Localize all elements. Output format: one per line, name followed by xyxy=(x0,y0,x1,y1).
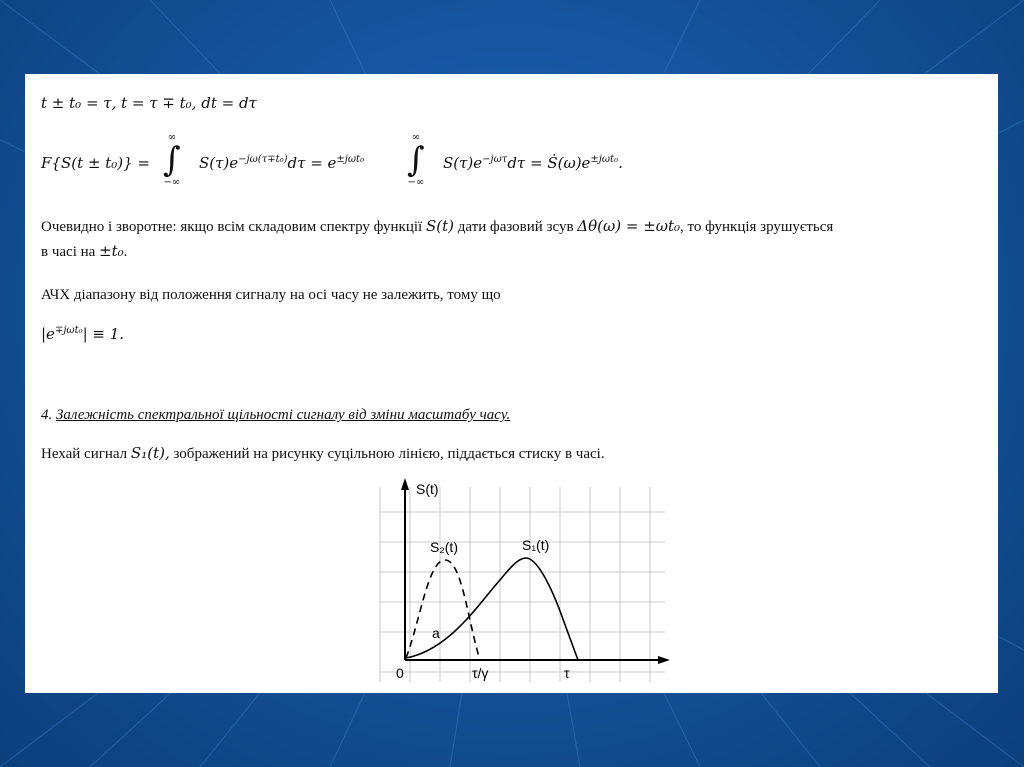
paragraph-amplitude: АЧХ діапазону від положення сигналу на осі часу не залежить, тому що xyxy=(41,287,501,303)
para3-signal: S₁(t), xyxy=(130,444,170,462)
para1-end: . xyxy=(123,244,128,260)
para1-phase-shift: Δθ(ω) = ±ωt₀ xyxy=(577,217,681,235)
integral-1-lower: −∞ xyxy=(163,177,181,188)
signal-compression-figure xyxy=(350,472,670,690)
formula-substitution: t ± t₀ = τ, t = τ ∓ t₀, dt = dτ xyxy=(41,94,257,112)
para1-time-shift: ±t₀ xyxy=(99,242,124,260)
paragraph-signal xyxy=(41,444,605,463)
y-axis-label: S(t) xyxy=(416,481,439,497)
integrand-2: S(τ)e xyxy=(443,154,483,172)
para1-text-b: дати фазовий зсув xyxy=(457,219,574,235)
curve-s2-dashed xyxy=(406,560,480,660)
modulus-open: |e xyxy=(41,325,55,343)
modulus-exponent: ∓jωt₀ xyxy=(54,325,83,336)
integral-sign: ∫ xyxy=(163,140,181,180)
fourier-lhs: F{S(t ± t₀)} = xyxy=(41,154,150,172)
exponent-2: ±jωt₀ xyxy=(336,154,365,165)
formula-modulus xyxy=(41,325,124,343)
para1-function: S(t) xyxy=(425,217,454,235)
para1-text-a: Очевидно і зворотне: якщо всім складовим спектру функції xyxy=(41,219,423,235)
section-number: 4. xyxy=(41,407,53,423)
after-integral-2: dτ = Ṡ(ω)e xyxy=(507,154,591,172)
modulus-close: | ≡ 1. xyxy=(82,325,125,343)
para1-text-d: в часі на xyxy=(41,244,96,260)
curve-s1-label: S₁(t) xyxy=(522,537,550,553)
integral-2-lower: −∞ xyxy=(407,177,425,188)
origin-label: 0 xyxy=(396,665,404,681)
figure-axes xyxy=(401,478,670,664)
para3-text-b: зображений на рисунку суцільною лінією, піддається стиску в часі. xyxy=(173,446,605,462)
integral-1 xyxy=(163,132,181,188)
integrand-1: S(τ)e xyxy=(199,154,239,172)
formula-integrand-1 xyxy=(199,154,364,172)
integral-2 xyxy=(407,132,425,188)
para1-text-c: , то функція зрушується xyxy=(680,219,834,235)
formula-end: . xyxy=(618,154,623,172)
section-heading xyxy=(41,407,510,424)
integral-2-upper: ∞ xyxy=(411,132,421,143)
paragraph-phase-shift-cont xyxy=(41,242,127,261)
tick-label-tau-gamma: τ/γ xyxy=(472,665,489,681)
formula-integrand-2 xyxy=(443,154,623,172)
curve-s2-label: S₂(t) xyxy=(430,539,458,555)
para3-text-a: Нехай сигнал xyxy=(41,446,128,462)
formula-fourier-shift xyxy=(41,132,981,202)
paragraph-phase-shift xyxy=(41,217,833,236)
integral-1-upper: ∞ xyxy=(167,132,177,143)
curve-a-label: a xyxy=(432,625,440,641)
exponent-3: −jωτ xyxy=(482,154,508,165)
exponent-4: ±jωt₀ xyxy=(590,154,619,165)
after-integral-1: dτ = e xyxy=(287,154,337,172)
exponent-1: −jω(τ∓t₀) xyxy=(238,154,288,165)
tick-label-tau: τ xyxy=(564,665,570,681)
integral-sign: ∫ xyxy=(407,140,425,180)
slide-content xyxy=(25,74,998,693)
section-title: Залежність спектральної щільності сигналу від зміни масштабу часу. xyxy=(56,407,511,423)
